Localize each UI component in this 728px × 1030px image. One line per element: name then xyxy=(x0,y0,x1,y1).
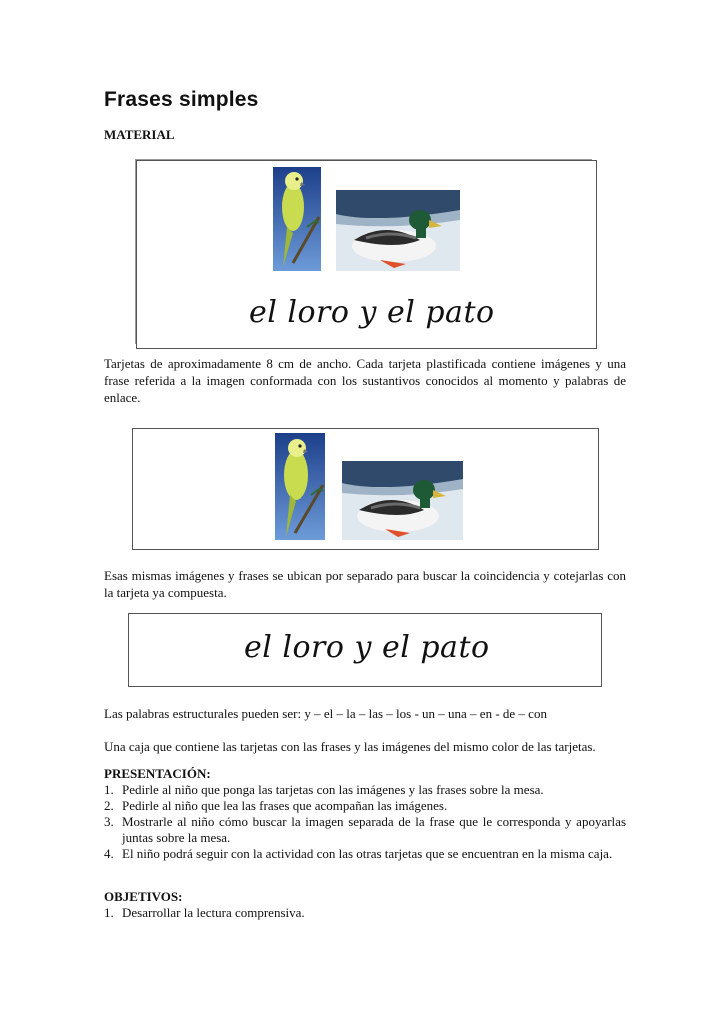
card-phrase-only xyxy=(128,613,602,687)
paragraph-box: Una caja que contiene las tarjetas con las frases y las imágenes del mismo color de las tarjetas. xyxy=(104,739,596,754)
card-images-only xyxy=(132,428,599,550)
card-phrase: el loro y el pato xyxy=(244,630,490,665)
duck-photo-icon xyxy=(342,461,463,540)
page-title: Frases simples xyxy=(104,88,259,111)
objectives-list xyxy=(104,905,626,921)
presentation-list xyxy=(104,782,626,862)
paragraph-separate-images: Esas mismas imágenes y frases se ubican por separado para buscar la coincidencia y cotejarlas con la tarjeta ya compuesta. xyxy=(104,568,626,600)
duck-photo-icon xyxy=(336,190,460,271)
list-item: 1. Pedirle al niño que ponga las tarjetas con las imágenes y las frases sobre la mesa. xyxy=(104,782,544,797)
paragraph-material-description: Tarjetas de aproximadamente 8 cm de ancho. Cada tarjeta plastificada contiene imágenes y una frase referida a la imagen conformada con los sustantivos conocidos al momento y palabras de enlace. xyxy=(104,356,626,405)
parrot-photo-icon xyxy=(273,167,321,271)
card-images-and-phrase xyxy=(136,160,597,349)
material-heading: MATERIAL xyxy=(104,127,175,142)
card-phrase: el loro y el pato xyxy=(249,295,495,330)
list-item: 2. Pedirle al niño que lea las frases que acompañan las imágenes. xyxy=(104,798,448,813)
list-item: 3. Mostrarle al niño cómo buscar la imagen separada de la frase que le corresponda y apoyarlas juntas sobre la mesa. xyxy=(104,814,626,845)
list-item: 4. El niño podrá seguir con la actividad con las otras tarjetas que se encuentran en la misma caja. xyxy=(104,846,613,861)
list-item: 1. Desarrollar la lectura comprensiva. xyxy=(104,905,305,920)
paragraph-structural-words: Las palabras estructurales pueden ser: y – el – la – las – los - un – una – en - de – con xyxy=(104,706,547,721)
objectives-heading: OBJETIVOS: xyxy=(104,889,183,904)
presentation-heading: PRESENTACIÓN: xyxy=(104,766,211,781)
parrot-photo-icon xyxy=(275,433,325,540)
